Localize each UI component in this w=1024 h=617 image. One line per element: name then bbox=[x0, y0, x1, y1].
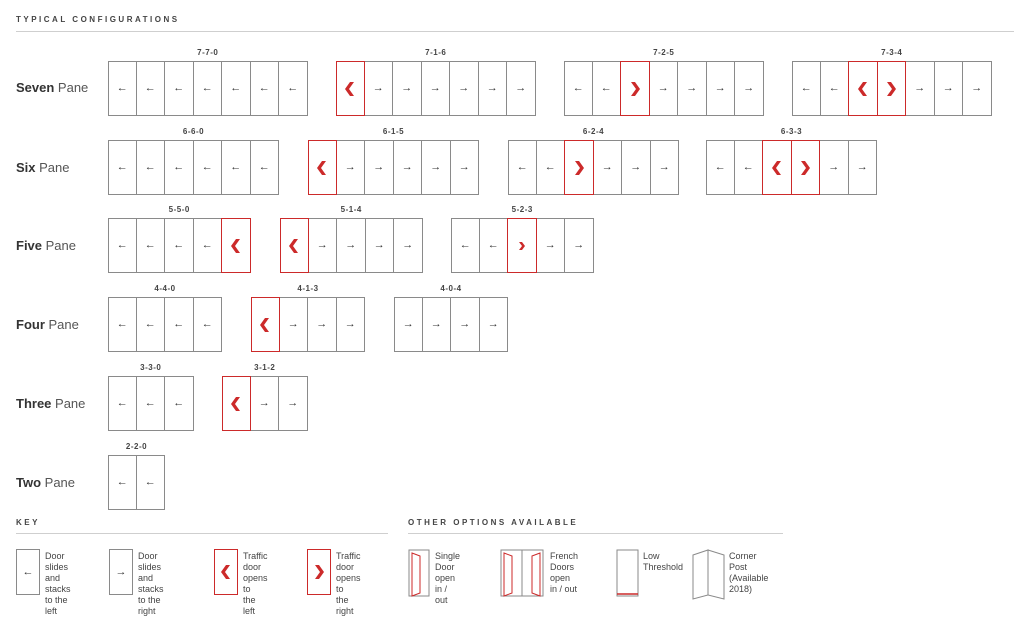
row-label-suffix: Pane bbox=[54, 80, 89, 95]
arrow-left-icon: ← bbox=[828, 82, 840, 94]
configuration-code: 7-2-5 bbox=[653, 48, 675, 57]
arrow-left-icon: ← bbox=[116, 397, 128, 409]
arrow-left-icon: ← bbox=[116, 476, 128, 488]
row-label-count: Five bbox=[16, 238, 43, 253]
option-description bbox=[729, 551, 768, 595]
arrow-left-icon: ← bbox=[600, 82, 612, 94]
sliding-door-pane bbox=[108, 140, 137, 195]
sliding-door-pane bbox=[706, 61, 736, 116]
traffic-door-pane bbox=[336, 61, 365, 116]
sliding-door-pane bbox=[250, 61, 280, 116]
key-description-line: Door slides bbox=[138, 551, 162, 572]
configuration-5-2-3 bbox=[451, 205, 594, 273]
arrow-left-icon: ← bbox=[230, 161, 242, 173]
arrow-right-icon: → bbox=[373, 239, 385, 251]
sliding-door-pane bbox=[136, 455, 166, 510]
arrow-right-icon: → bbox=[458, 161, 470, 173]
sliding-door-pane bbox=[164, 376, 194, 431]
section-title-key: KEY bbox=[16, 518, 40, 527]
sliding-door-pane bbox=[364, 61, 394, 116]
arrow-right-icon: → bbox=[971, 82, 983, 94]
key-description bbox=[138, 551, 164, 617]
sliding-door-pane bbox=[508, 140, 537, 195]
arrow-right-icon: → bbox=[515, 82, 527, 94]
arrow-right-icon: → bbox=[630, 161, 642, 173]
arrow-right-icon: → bbox=[658, 161, 670, 173]
french-doors-icon bbox=[500, 549, 546, 602]
traffic-door-pane bbox=[222, 376, 251, 431]
sliding-door-pane bbox=[164, 297, 194, 352]
arrow-left-icon: ← bbox=[144, 476, 156, 488]
arrow-left-icon: ← bbox=[144, 239, 156, 251]
configuration-4-0-4 bbox=[394, 284, 508, 352]
sliding-door-pane bbox=[677, 61, 707, 116]
arrow-right-icon: → bbox=[115, 565, 127, 578]
arrow-right-icon: → bbox=[657, 82, 669, 94]
arrow-left-icon: ← bbox=[258, 82, 270, 94]
arrow-right-icon: → bbox=[401, 82, 413, 94]
arrow-right-icon: → bbox=[828, 161, 840, 173]
sliding-door-pane bbox=[136, 218, 166, 273]
sliding-door-pane bbox=[564, 218, 594, 273]
configuration-5-5-0 bbox=[108, 205, 251, 273]
sliding-door-pane bbox=[934, 61, 964, 116]
traffic-door-pane bbox=[308, 140, 337, 195]
arrow-left-icon: ← bbox=[459, 239, 471, 251]
configuration-code: 6-2-4 bbox=[582, 127, 605, 136]
chevron-right-icon bbox=[800, 161, 810, 175]
chevron-left-icon bbox=[345, 82, 355, 96]
sliding-door-pane bbox=[479, 297, 509, 352]
arrow-right-icon: → bbox=[316, 318, 328, 330]
sliding-door-pane bbox=[365, 218, 395, 273]
arrow-right-icon: → bbox=[344, 161, 356, 173]
traffic-door-pane bbox=[221, 218, 251, 273]
configuration-code: 4-0-4 bbox=[440, 284, 462, 293]
key-divider bbox=[16, 533, 388, 534]
row-label bbox=[16, 396, 85, 411]
sliding-door-pane bbox=[621, 140, 651, 195]
arrow-right-icon: → bbox=[714, 82, 726, 94]
sliding-door-pane bbox=[792, 61, 821, 116]
option-description-line: 2018) bbox=[729, 584, 753, 594]
chevron-right-icon bbox=[886, 82, 896, 96]
arrow-left-icon: ← bbox=[258, 161, 270, 173]
row-label-suffix: Pane bbox=[41, 475, 76, 490]
arrow-right-icon: → bbox=[401, 161, 413, 173]
sliding-door-pane bbox=[307, 297, 337, 352]
key-description-line: to the right bbox=[138, 595, 161, 616]
sliding-door-pane bbox=[278, 61, 308, 116]
traffic-door-pane bbox=[791, 140, 821, 195]
arrow-right-icon: → bbox=[344, 318, 356, 330]
arrow-left-icon: ← bbox=[22, 565, 34, 578]
key-description bbox=[336, 551, 361, 617]
chevron-right-icon bbox=[519, 242, 525, 250]
traffic-door-pane bbox=[848, 61, 878, 116]
traffic-door-pane bbox=[507, 218, 537, 273]
arrow-right-icon: → bbox=[686, 82, 698, 94]
chevron-right-icon bbox=[630, 82, 640, 96]
sliding-door-pane bbox=[734, 140, 764, 195]
sliding-door-pane bbox=[478, 61, 508, 116]
chevron-left-icon bbox=[231, 397, 241, 411]
arrow-right-icon: → bbox=[429, 82, 441, 94]
sliding-door-pane bbox=[136, 376, 166, 431]
configuration-code: 5-2-3 bbox=[511, 205, 533, 214]
arrow-left-icon: ← bbox=[201, 82, 213, 94]
configuration-code: 2-2-0 bbox=[125, 442, 148, 451]
arrow-left-icon: ← bbox=[230, 82, 242, 94]
configuration-7-2-5 bbox=[564, 48, 764, 116]
arrow-right-icon: → bbox=[402, 239, 414, 251]
sliding-door-pane bbox=[164, 140, 194, 195]
sliding-door-pane bbox=[136, 61, 166, 116]
sliding-door-pane bbox=[108, 376, 137, 431]
arrow-right-icon: → bbox=[459, 318, 471, 330]
key-description bbox=[45, 551, 71, 617]
arrow-left-icon: ← bbox=[144, 318, 156, 330]
sliding-door-pane bbox=[449, 61, 479, 116]
key-description-line: and stacks bbox=[138, 573, 164, 594]
arrow-right-icon: → bbox=[458, 82, 470, 94]
chevron-left-icon bbox=[317, 161, 327, 175]
arrow-right-icon: → bbox=[942, 82, 954, 94]
row-label-count: Four bbox=[16, 317, 45, 332]
option-description-line: Corner Post bbox=[729, 551, 757, 572]
configuration-code: 5-1-4 bbox=[340, 205, 362, 214]
row-label-suffix: Pane bbox=[35, 160, 70, 175]
arrow-right-icon: → bbox=[316, 239, 328, 251]
arrow-left-icon: ← bbox=[116, 161, 128, 173]
arrow-left-icon: ← bbox=[144, 161, 156, 173]
option-description-line: open in / out bbox=[435, 573, 456, 605]
sliding-door-pane bbox=[536, 140, 566, 195]
row-label-count: Seven bbox=[16, 80, 55, 95]
arrow-left-icon: ← bbox=[544, 161, 556, 173]
configuration-7-7-0 bbox=[108, 48, 308, 116]
arrow-left-icon: ← bbox=[144, 82, 156, 94]
key-description-line: to the left bbox=[45, 595, 68, 616]
row-label-suffix: Pane bbox=[44, 317, 79, 332]
configuration-6-1-5 bbox=[308, 127, 479, 195]
sliding-door-pane bbox=[962, 61, 992, 116]
section-title-other-options: OTHER OPTIONS AVAILABLE bbox=[408, 518, 579, 527]
sliding-door-pane bbox=[649, 61, 679, 116]
configuration-7-3-4 bbox=[792, 48, 992, 116]
chevron-right-icon bbox=[314, 565, 324, 579]
arrow-left-icon: ← bbox=[116, 239, 128, 251]
sliding-door-pane bbox=[108, 61, 137, 116]
sliding-door-pane bbox=[479, 218, 509, 273]
configuration-code: 7-1-6 bbox=[425, 48, 447, 57]
sliding-door-pane bbox=[336, 297, 366, 352]
arrow-right-icon: → bbox=[486, 82, 498, 94]
key-description-line: Traffic door bbox=[336, 551, 361, 572]
configuration-code: 6-6-0 bbox=[182, 127, 205, 136]
sliding-door-pane bbox=[279, 297, 309, 352]
configuration-code: 3-1-2 bbox=[254, 363, 276, 372]
arrow-left-icon: ← bbox=[116, 318, 128, 330]
key-swatch bbox=[109, 549, 133, 595]
sliding-door-pane bbox=[592, 61, 622, 116]
option-description bbox=[643, 551, 683, 573]
configuration-2-2-0 bbox=[108, 442, 165, 510]
arrow-left-icon: ← bbox=[173, 397, 185, 409]
arrow-left-icon: ← bbox=[201, 318, 213, 330]
traffic-door-pane bbox=[280, 218, 309, 273]
sliding-door-pane bbox=[421, 140, 451, 195]
configuration-6-3-3 bbox=[706, 127, 877, 195]
sliding-door-pane bbox=[393, 140, 423, 195]
key-swatch bbox=[214, 549, 238, 595]
key-description-line: the left bbox=[243, 595, 256, 616]
option-description bbox=[435, 551, 460, 606]
sliding-door-pane bbox=[250, 140, 280, 195]
arrow-left-icon: ← bbox=[800, 82, 812, 94]
arrow-left-icon: ← bbox=[287, 82, 299, 94]
sliding-door-pane bbox=[848, 140, 878, 195]
sliding-door-pane bbox=[364, 140, 394, 195]
sliding-door-pane bbox=[820, 61, 850, 116]
arrow-right-icon: → bbox=[430, 161, 442, 173]
sliding-door-pane bbox=[193, 218, 223, 273]
arrow-right-icon: → bbox=[914, 82, 926, 94]
arrow-right-icon: → bbox=[402, 318, 414, 330]
arrow-right-icon: → bbox=[373, 161, 385, 173]
sliding-door-pane bbox=[421, 61, 451, 116]
option-description-line: Threshold bbox=[643, 562, 684, 572]
row-label bbox=[16, 475, 75, 490]
sliding-door-pane bbox=[193, 140, 223, 195]
sliding-door-pane bbox=[250, 376, 280, 431]
configuration-5-1-4 bbox=[280, 205, 423, 273]
arrow-left-icon: ← bbox=[201, 239, 213, 251]
chevron-left-icon bbox=[260, 318, 270, 332]
traffic-door-pane bbox=[251, 297, 280, 352]
sliding-door-pane bbox=[193, 297, 223, 352]
row-label-count: Two bbox=[16, 475, 42, 490]
arrow-right-icon: → bbox=[430, 318, 442, 330]
other-options-divider bbox=[408, 533, 783, 534]
chevron-left-icon bbox=[858, 82, 868, 96]
chevron-left-icon bbox=[289, 239, 299, 253]
sliding-door-pane bbox=[221, 61, 251, 116]
traffic-door-pane bbox=[564, 140, 594, 195]
row-label bbox=[16, 160, 70, 175]
sliding-door-pane bbox=[451, 218, 480, 273]
sliding-door-pane bbox=[221, 140, 251, 195]
arrow-right-icon: → bbox=[573, 239, 585, 251]
arrow-right-icon: → bbox=[345, 239, 357, 251]
configuration-code: 5-5-0 bbox=[168, 205, 190, 214]
sliding-door-pane bbox=[450, 140, 480, 195]
chevron-left-icon bbox=[231, 239, 241, 253]
header-divider bbox=[16, 31, 1014, 32]
option-description bbox=[550, 551, 578, 595]
sliding-door-pane bbox=[164, 61, 194, 116]
sliding-door-pane bbox=[393, 218, 423, 273]
arrow-right-icon: → bbox=[544, 239, 556, 251]
configuration-3-1-2 bbox=[222, 363, 308, 431]
configuration-code: 3-3-0 bbox=[140, 363, 162, 372]
arrow-left-icon: ← bbox=[116, 82, 128, 94]
sliding-door-pane bbox=[336, 140, 366, 195]
sliding-door-pane bbox=[136, 140, 166, 195]
configuration-6-6-0 bbox=[108, 127, 279, 195]
arrow-right-icon: → bbox=[287, 318, 299, 330]
row-label-count: Six bbox=[16, 160, 36, 175]
traffic-door-pane bbox=[620, 61, 650, 116]
sliding-door-pane bbox=[394, 297, 423, 352]
chevron-left-icon bbox=[221, 565, 231, 579]
traffic-door-pane bbox=[877, 61, 907, 116]
sliding-door-pane bbox=[392, 61, 422, 116]
key-swatch bbox=[16, 549, 40, 595]
arrow-right-icon: → bbox=[601, 161, 613, 173]
configuration-code: 6-1-5 bbox=[382, 127, 405, 136]
sliding-door-pane bbox=[422, 297, 452, 352]
arrow-left-icon: ← bbox=[742, 161, 754, 173]
arrow-right-icon: → bbox=[856, 161, 868, 173]
arrow-left-icon: ← bbox=[173, 318, 185, 330]
row-label-count: Three bbox=[16, 396, 52, 411]
row-label-suffix: Pane bbox=[42, 238, 76, 253]
sliding-door-pane bbox=[193, 61, 223, 116]
sliding-door-pane bbox=[136, 297, 166, 352]
key-description-line: Door slides bbox=[45, 551, 69, 572]
single-door-icon bbox=[408, 549, 432, 602]
arrow-left-icon: ← bbox=[173, 82, 185, 94]
sliding-door-pane bbox=[336, 218, 366, 273]
chevron-right-icon bbox=[574, 161, 584, 175]
row-label-suffix: Pane bbox=[51, 396, 86, 411]
row-label bbox=[16, 317, 79, 332]
arrow-left-icon: ← bbox=[144, 397, 156, 409]
arrow-right-icon: → bbox=[743, 82, 755, 94]
sliding-door-pane bbox=[905, 61, 935, 116]
arrow-right-icon: → bbox=[287, 397, 299, 409]
arrow-left-icon: ← bbox=[572, 82, 584, 94]
sliding-door-pane bbox=[108, 218, 137, 273]
sliding-door-pane bbox=[506, 61, 536, 116]
traffic-door-pane bbox=[762, 140, 792, 195]
configuration-code: 4-4-0 bbox=[154, 284, 176, 293]
option-description-line: (Available bbox=[729, 573, 769, 583]
arrow-right-icon: → bbox=[487, 318, 499, 330]
key-description-line: the right bbox=[336, 595, 354, 616]
configuration-code: 4-1-3 bbox=[297, 284, 319, 293]
option-description-line: Low bbox=[643, 551, 660, 561]
configuration-code: 6-3-3 bbox=[780, 127, 803, 136]
arrow-left-icon: ← bbox=[173, 161, 185, 173]
low-threshold-icon bbox=[616, 549, 640, 602]
key-description-line: opens to bbox=[336, 573, 361, 594]
sliding-door-pane bbox=[108, 455, 137, 510]
sliding-door-pane bbox=[108, 297, 137, 352]
sliding-door-pane bbox=[164, 218, 194, 273]
arrow-right-icon: → bbox=[258, 397, 270, 409]
corner-post-icon bbox=[692, 549, 726, 606]
sliding-door-pane bbox=[450, 297, 480, 352]
row-label bbox=[16, 238, 76, 253]
sliding-door-pane bbox=[734, 61, 764, 116]
sliding-door-pane bbox=[650, 140, 680, 195]
configuration-7-1-6 bbox=[336, 48, 536, 116]
option-description-line: Single Door bbox=[435, 551, 461, 572]
configuration-code: 7-3-4 bbox=[881, 48, 903, 57]
row-label bbox=[16, 80, 88, 95]
chevron-left-icon bbox=[772, 161, 782, 175]
key-description-line: and stacks bbox=[45, 573, 71, 594]
sliding-door-pane bbox=[564, 61, 593, 116]
arrow-left-icon: ← bbox=[714, 161, 726, 173]
configuration-6-2-4 bbox=[508, 127, 679, 195]
configuration-4-1-3 bbox=[251, 284, 365, 352]
arrow-left-icon: ← bbox=[487, 239, 499, 251]
key-description-line: Traffic door bbox=[243, 551, 268, 572]
configuration-3-3-0 bbox=[108, 363, 194, 431]
option-description-line: open in / out bbox=[550, 573, 578, 594]
sliding-door-pane bbox=[536, 218, 566, 273]
sliding-door-pane bbox=[308, 218, 338, 273]
configuration-code: 7-7-0 bbox=[197, 48, 219, 57]
arrow-left-icon: ← bbox=[201, 161, 213, 173]
sliding-door-pane bbox=[593, 140, 623, 195]
key-description-line: opens to bbox=[243, 573, 268, 594]
sliding-door-pane bbox=[819, 140, 849, 195]
option-description-line: French Doors bbox=[550, 551, 579, 572]
arrow-left-icon: ← bbox=[516, 161, 528, 173]
key-swatch bbox=[307, 549, 331, 595]
configuration-4-4-0 bbox=[108, 284, 222, 352]
section-title-typical-configurations: TYPICAL CONFIGURATIONS bbox=[16, 15, 180, 24]
key-description bbox=[243, 551, 268, 617]
sliding-door-pane bbox=[706, 140, 735, 195]
sliding-door-pane bbox=[278, 376, 308, 431]
arrow-left-icon: ← bbox=[173, 239, 185, 251]
arrow-right-icon: → bbox=[372, 82, 384, 94]
